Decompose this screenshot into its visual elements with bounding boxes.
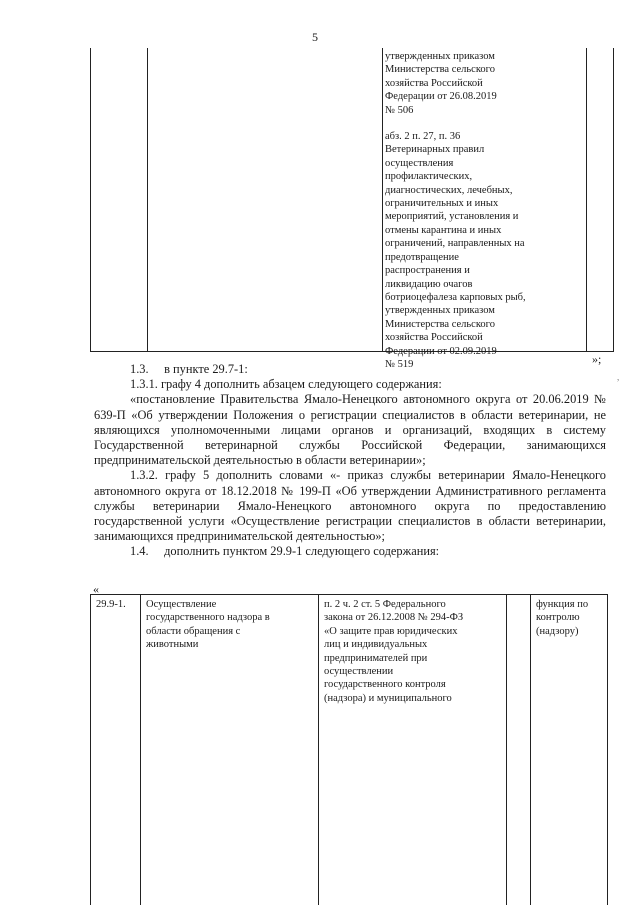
amendment-text [94, 362, 606, 560]
table-bottom [90, 594, 608, 905]
closing-quote-mark: »; [592, 352, 602, 366]
page-number: 5 [312, 30, 318, 44]
paragraph-1-3-1: 1.3.1. графу 4 дополнить абзацем следующего содержания: [130, 377, 442, 392]
row-basis-cell: п. 2 ч. 2 ст. 5 Федерального закона от 26.12.2008 № 294-ФЗ «О защите прав юридических лиц и индивидуальных предпринимателей при осуществлении государственного контроля (надзора) и муниципального [324, 599, 464, 704]
paragraph-1-3: 1.3. в пункте 29.7-1: [130, 362, 248, 376]
row-name-cell: Осуществление государственного надзора в области обращения с животными [146, 599, 270, 651]
row-type-cell: функция по контролю (надзору) [536, 599, 589, 637]
paragraph-1-4: 1.4. дополнить пунктом 29.9-1 следующего содержания: [130, 544, 440, 559]
table-top-border-left [90, 48, 91, 352]
row-number-cell: 29.9-1. [96, 599, 126, 610]
table-bottom-border-left [90, 594, 91, 905]
opening-quote-mark: « [93, 582, 99, 596]
paragraph-quote-resolution: «постановление Правительства Ямало-Ненецкого автономного округа от 20.06.2019 № 639-П «Об утверждении Положения о регистрации специалистов в области ветеринарии, не являющихся уполномоченными лицами органов и организаций, входящих в систему Государственной ветеринарной службы Российской Федерации, занимающихся предпринимательской деятельностью в области ветеринарии»; [94, 392, 606, 468]
table-bottom-column-divider [506, 594, 507, 905]
table-bottom-column-divider [318, 594, 319, 905]
table-top-basis-cell [385, 50, 585, 371]
table-top-column-divider [586, 48, 587, 352]
paragraph-1-3-2: 1.3.2. графу 5 дополнить словами «- приказ службы ветеринарии Ямало-Ненецкого автономного округа от 18.12.2018 № 199-П «Об утверждении Административного регламента службы ветеринарии Ямало-Ненецкого автономного округа по предоставлению государственной услуги «Осуществление регистрации специалистов в области ветеринарии, занимающихся предпринимательской деятельностью»; [94, 468, 606, 544]
table-top-column-divider [147, 48, 148, 352]
table-bottom-column-divider [530, 594, 531, 905]
table-top-column-divider [382, 48, 383, 352]
table-bottom-column-divider [140, 594, 141, 905]
scan-artifact-mark: , [617, 372, 620, 382]
table-top-basis-paragraph: утвержденных приказом Министерства сельского хозяйства Российской Федерации от 26.08.2019 № 506 [385, 51, 497, 116]
table-top-border-right [613, 48, 614, 352]
table-top-basis-paragraph: абз. 2 п. 27, п. 36 Ветеринарных правил осуществления профилактических, диагностических, лечебных, ограничительных и иных мероприятий, установления и отмены карантина и иных ограничений, направленных на предотвращение распространения и ликвидацию очагов ботриоцефалеза карповых рыб, утвержденных приказом Министерства сельского хозяйства Российской Федерации от 02.09.2019 № 519 [385, 131, 526, 370]
table-bottom-border-right [607, 594, 608, 905]
